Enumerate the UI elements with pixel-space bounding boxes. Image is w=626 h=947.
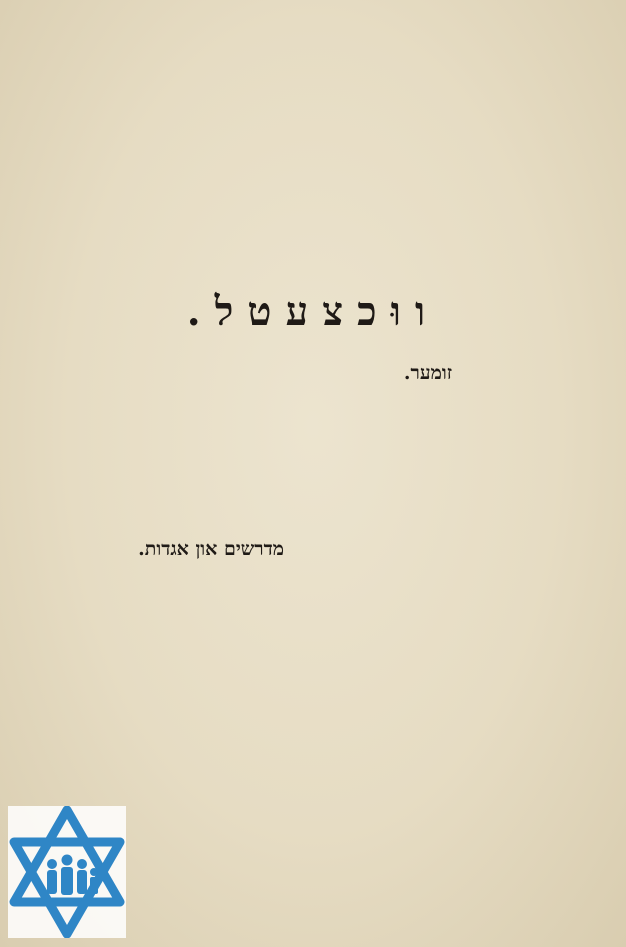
star-of-david-family-logo-icon [8,806,126,938]
section-heading-midrashim: מדרשים און אגדות. [138,538,284,560]
section-heading-summer: זומער. [403,362,452,384]
page-title: ווּכצעטל. [186,288,440,335]
